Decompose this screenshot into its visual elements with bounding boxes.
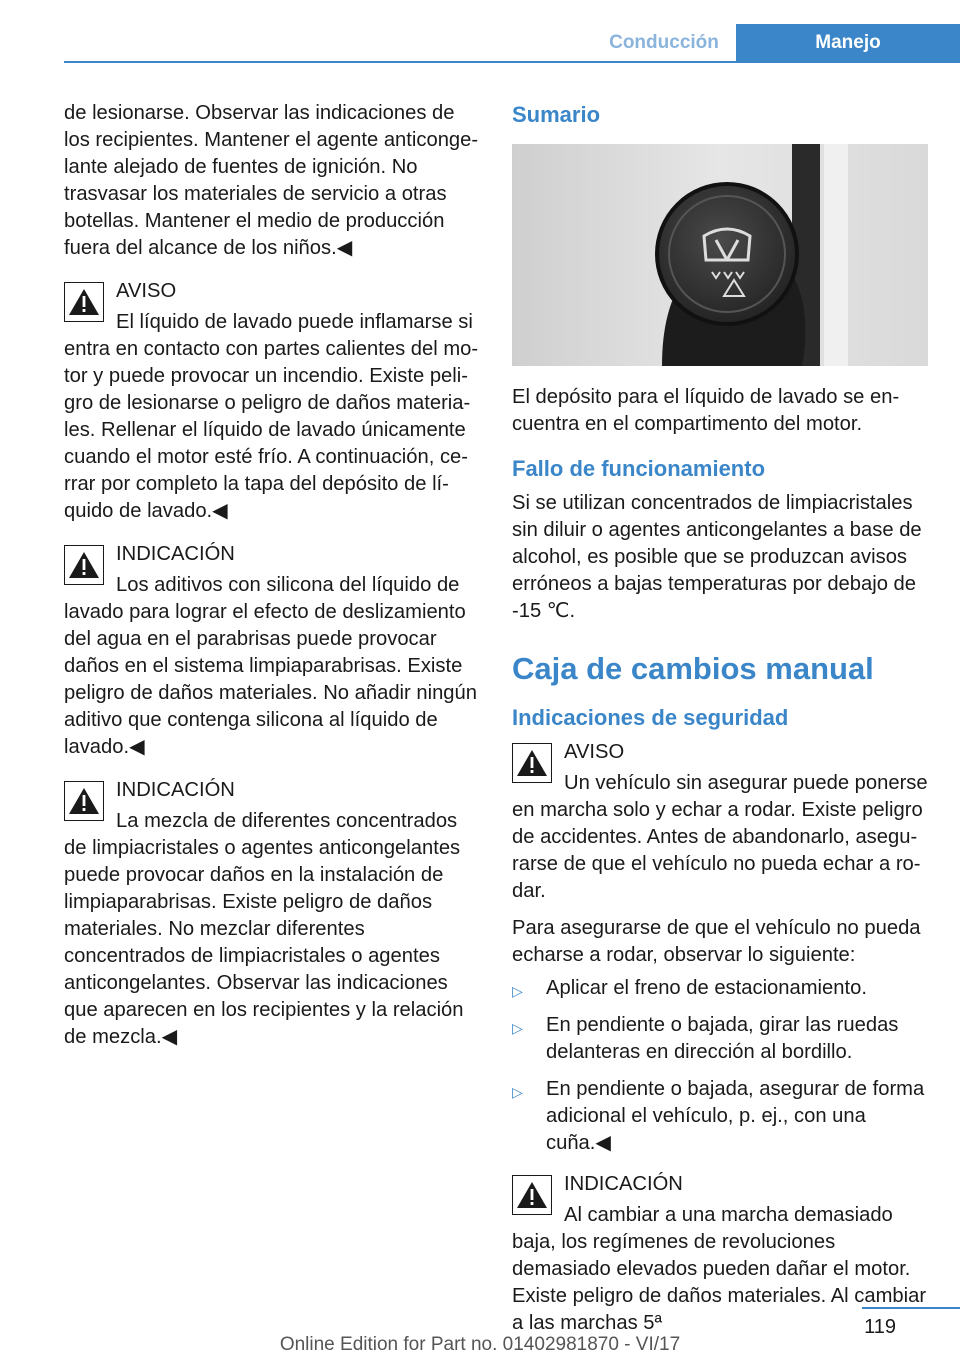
footer-rule bbox=[862, 1307, 960, 1309]
page-number: 119 bbox=[864, 1316, 896, 1338]
warning-text: El líquido de lavado puede inflamarse si entra en contacto con partes calientes del motor y puede provocar un incendio. Existe peligro de lesionarse o peligro de daños materiales. Rellenar el líquido de lavado únicamente cuando el motor esté frío. A continuación, cerrar por completo la tapa del depósito de líquido de lavado.◀ bbox=[64, 311, 479, 522]
warning-text: Al cambiar a una marcha demasiado baja, los regímenes de revoluciones demasiado elevados pueden dañar el motor. Existe peligro de daños materiales. Al cambiar a las marchas 5ª bbox=[512, 1204, 927, 1334]
list-intro: Para asegurarse de que el vehículo no pueda echarse a rodar, observar lo siguiente: bbox=[512, 917, 921, 966]
warning-triangle-icon bbox=[64, 545, 104, 585]
warning-title: AVISO bbox=[116, 280, 177, 302]
tab-manejo[interactable]: Manejo bbox=[736, 24, 960, 62]
warning-title: INDICACIÓN bbox=[116, 543, 235, 565]
warning-text: Los aditivos con silicona del líquido de lavado para lograr el efecto de deslizamiento del agua en el parabrisas puede provocar daños en el sistema limpiaparabrisas. Existe peligro de daños materiales. No añadir ningún aditivo que contenga silicona al líquido de lavado.◀ bbox=[64, 574, 477, 758]
warning-title: INDICACIÓN bbox=[116, 779, 235, 801]
warning-title: AVISO bbox=[564, 741, 625, 763]
warning-block bbox=[64, 541, 480, 761]
section-heading-fallo: Fallo de funcionamiento bbox=[512, 456, 766, 481]
warning-text: La mezcla de diferentes concentrados de limpiacristales o agentes anticongelantes puede provocar daños en la instalación de limpiaparabrisas. Existe peligro de daños materiales. No mezclar diferentes concentrados de limpiacristales o agentes anticongelantes. Observar las indicaciones que aparecen en los recipientes y la relación de mezcla.◀ bbox=[64, 810, 464, 1048]
bullet-list bbox=[512, 975, 932, 1157]
edition-footer: Online Edition for Part no. 01402981870 - VI/17 bbox=[279, 1334, 681, 1355]
warning-triangle-icon bbox=[512, 1175, 552, 1215]
tab-conduccion[interactable]: Conducción bbox=[609, 32, 719, 53]
intro-paragraph: de lesionarse. Observar las indicaciones de los recipientes. Mantener el agente anticongelante alejado de fuentes de ignición. No trasvasar los materiales de servicio a otras botellas. Mantener el medio de producción fuera del alcance de los niños.◀ bbox=[64, 102, 479, 259]
list-item: ▷ En pendiente o bajada, girar las ruedas delanteras en dirección al bordillo. bbox=[512, 1014, 899, 1063]
list-item: ▷ En pendiente o bajada, asegurar de forma adicional el vehículo, p. ej., con una cuña.◀ bbox=[512, 1078, 925, 1154]
fallo-text: Si se utilizan concentrados de limpiacristales sin diluir o agentes anticongelantes a base de alcohol, es posible que se produzcan avisos erróneos a bajas temperaturas por debajo de -15 ℃. bbox=[512, 492, 922, 622]
warning-block bbox=[512, 1171, 932, 1337]
list-item: ▷ Aplicar el freno de estacionamiento. bbox=[512, 975, 932, 1002]
header-rule bbox=[64, 61, 960, 63]
photo-caption: El depósito para el líquido de lavado se encuentra en el compartimento del motor. bbox=[512, 386, 900, 435]
warning-triangle-icon bbox=[64, 282, 104, 322]
left-column bbox=[64, 100, 480, 1067]
bullet-triangle-icon: ▷ bbox=[512, 1084, 523, 1100]
warning-triangle-icon bbox=[64, 781, 104, 821]
warning-block bbox=[64, 278, 480, 525]
warning-block bbox=[64, 777, 480, 1051]
warning-text: Un vehículo sin asegurar puede ponerse en marcha solo y echar a rodar. Existe peligro de accidentes. Antes de abandonarlo, asegurarse de que el vehículo no pueda echar a rodar. bbox=[512, 772, 928, 902]
washer-reservoir-photo bbox=[512, 144, 928, 366]
bullet-triangle-icon: ▷ bbox=[512, 983, 523, 999]
section-heading-sumario: Sumario bbox=[512, 102, 601, 127]
section-heading-seguridad: Indicaciones de seguridad bbox=[512, 705, 789, 730]
chapter-heading-caja: Caja de cambios manual bbox=[512, 651, 874, 686]
warning-block bbox=[512, 739, 932, 905]
right-column bbox=[512, 100, 932, 1353]
warning-triangle-icon bbox=[512, 743, 552, 783]
warning-title: INDICACIÓN bbox=[564, 1173, 683, 1195]
bullet-triangle-icon: ▷ bbox=[512, 1020, 523, 1036]
